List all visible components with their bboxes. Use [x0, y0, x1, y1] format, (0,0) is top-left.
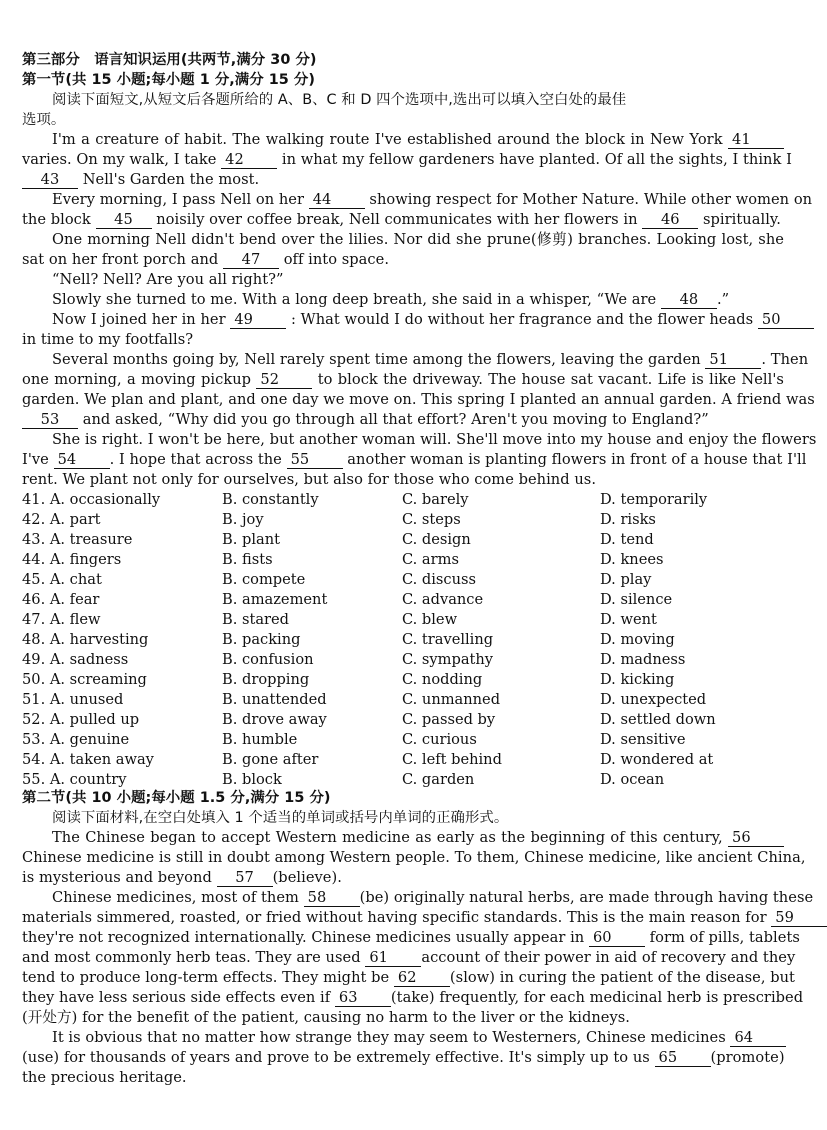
option-c[interactable]: C. arms: [402, 551, 459, 568]
blank-55[interactable]: 55: [287, 451, 343, 469]
option-a[interactable]: 50. A. screaming: [22, 671, 147, 688]
blank-59[interactable]: 59: [771, 909, 827, 927]
passage-line: One morning Nell didn't bend over the lilies. Nor did she prune(修剪) branches. Looking lost, she: [52, 231, 784, 248]
section2-heading: 第二节(共 10 小题;每小题 1.5 分,满分 15 分): [22, 790, 331, 806]
passage-line: I've 54 . I hope that across the 55 another woman is planting flowers in front of a house that I'll: [22, 451, 807, 468]
option-d[interactable]: D. wondered at: [600, 751, 714, 768]
passage-line: the precious heritage.: [22, 1069, 187, 1086]
passage-line: and most commonly herb teas. They are used 61 account of their power in aid of recovery and they: [22, 949, 796, 966]
blank-44[interactable]: 44: [309, 191, 365, 209]
option-b[interactable]: B. block: [222, 771, 282, 788]
passage-line: She is right. I won't be here, but another woman will. She'll move into my house and enjoy the flowers: [52, 431, 817, 448]
option-a[interactable]: 42. A. part: [22, 511, 101, 528]
passage-line: 43 Nell's Garden the most.: [22, 170, 784, 190]
option-d[interactable]: D. madness: [600, 651, 686, 668]
option-d[interactable]: D. play: [600, 571, 652, 588]
option-d[interactable]: D. risks: [600, 511, 656, 528]
passage-line: tend to produce long-term effects. They might be 62 (slow) in curing the patient of the disease, but: [22, 969, 795, 986]
option-c[interactable]: C. garden: [402, 771, 475, 788]
option-c[interactable]: C. sympathy: [402, 651, 494, 668]
option-b[interactable]: B. compete: [222, 571, 306, 588]
option-c[interactable]: C. unmanned: [402, 691, 501, 708]
section1-instruction-cont: 选项。: [22, 112, 66, 128]
option-b[interactable]: B. stared: [222, 611, 290, 628]
option-d[interactable]: D. sensitive: [600, 731, 686, 748]
option-d[interactable]: D. silence: [600, 591, 673, 608]
passage-line: Every morning, I pass Nell on her 44 showing respect for Mother Nature. While other women on: [52, 191, 813, 208]
option-b[interactable]: B. confusion: [222, 651, 314, 668]
option-d[interactable]: D. ocean: [600, 771, 665, 788]
passage-line: I'm a creature of habit. The walking route I've established around the block in New York 41: [52, 130, 784, 150]
option-b[interactable]: B. constantly: [222, 491, 319, 508]
option-c[interactable]: C. discuss: [402, 571, 476, 588]
passage-line: they're not recognized internationally. Chinese medicines usually appear in 60 form of pills, tablets: [22, 929, 800, 946]
passage-line: 53 and asked, “Why did you go through all that effort? Aren't you moving to England?”: [22, 410, 784, 430]
option-a[interactable]: 43. A. treasure: [22, 531, 133, 548]
passage-line: in time to my footfalls?: [22, 331, 194, 348]
option-b[interactable]: B. joy: [222, 511, 264, 528]
passage-line: It is obvious that no matter how strange they may seem to Westerners, Chinese medicines 64: [52, 1028, 784, 1048]
option-c[interactable]: C. design: [402, 531, 471, 548]
option-a[interactable]: 49. A. sadness: [22, 651, 129, 668]
option-d[interactable]: D. tend: [600, 531, 654, 548]
blank-63[interactable]: 63: [335, 989, 391, 1007]
blank-47[interactable]: 47: [223, 251, 279, 269]
blank-53[interactable]: 53: [22, 411, 78, 429]
blank-57[interactable]: 57: [217, 869, 273, 887]
option-a[interactable]: 55. A. country: [22, 771, 127, 788]
option-d[interactable]: D. settled down: [600, 711, 716, 728]
option-a[interactable]: 46. A. fear: [22, 591, 100, 608]
section1-instruction: 阅读下面短文,从短文后各题所给的 A、B、C 和 D 四个选项中,选出可以填入空白处的最佳: [52, 92, 627, 108]
option-b[interactable]: B. drove away: [222, 711, 327, 728]
section1-heading: 第一节(共 15 小题;每小题 1 分,满分 15 分): [22, 72, 315, 88]
passage-line: materials simmered, roasted, or fried without having specific standards. This is the main reason for 59: [22, 908, 784, 928]
passage-line: Several months going by, Nell rarely spent time among the flowers, leaving the garden 51 . Then: [52, 351, 809, 368]
blank-61[interactable]: 61: [365, 949, 421, 967]
option-a[interactable]: 41. A. occasionally: [22, 491, 161, 508]
blank-52[interactable]: 52: [256, 371, 312, 389]
blank-58[interactable]: 58: [304, 889, 360, 907]
option-a[interactable]: 48. A. harvesting: [22, 631, 149, 648]
passage-line: one morning, a moving pickup 52 to block the driveway. The house sat vacant. Life is like Nell's: [22, 371, 784, 388]
option-b[interactable]: B. humble: [222, 731, 298, 748]
option-c[interactable]: C. curious: [402, 731, 477, 748]
passage-line: rent. We plant not only for ourselves, but also for those who come behind us.: [22, 471, 597, 488]
option-a[interactable]: 52. A. pulled up: [22, 711, 140, 728]
option-b[interactable]: B. plant: [222, 531, 280, 548]
blank-48[interactable]: 48: [661, 291, 717, 309]
blank-50[interactable]: 50: [758, 311, 814, 329]
passage-line: sat on her front porch and 47 off into space.: [22, 251, 390, 268]
option-b[interactable]: B. amazement: [222, 591, 328, 608]
option-a[interactable]: 45. A. chat: [22, 571, 102, 588]
option-c[interactable]: C. travelling: [402, 631, 494, 648]
blank-54[interactable]: 54: [54, 451, 110, 469]
passage-line: is mysterious and beyond 57 (believe).: [22, 869, 342, 886]
passage-line: The Chinese began to accept Western medicine as early as the beginning of this century, 56: [52, 828, 784, 848]
option-b[interactable]: B. packing: [222, 631, 301, 648]
blank-64[interactable]: 64: [730, 1029, 786, 1047]
blank-51[interactable]: 51: [705, 351, 761, 369]
blank-46[interactable]: 46: [642, 211, 698, 229]
option-d[interactable]: D. kicking: [600, 671, 675, 688]
option-c[interactable]: C. nodding: [402, 671, 483, 688]
blank-49[interactable]: 49: [230, 311, 286, 329]
option-b[interactable]: B. fists: [222, 551, 273, 568]
option-a[interactable]: 54. A. taken away: [22, 751, 154, 768]
passage-line: “Nell? Nell? Are you all right?”: [52, 271, 284, 288]
part3-heading: 第三部分 语言知识运用(共两节,满分 30 分): [22, 52, 317, 68]
option-d[interactable]: D. unexpected: [600, 691, 707, 708]
option-d[interactable]: D. temporarily: [600, 491, 708, 508]
option-b[interactable]: B. gone after: [222, 751, 319, 768]
option-c[interactable]: C. advance: [402, 591, 484, 608]
blank-45[interactable]: 45: [96, 211, 152, 229]
option-c[interactable]: C. left behind: [402, 751, 502, 768]
passage-line: Chinese medicines, most of them 58 (be) originally natural herbs, are made through having these: [52, 889, 814, 906]
option-c[interactable]: C. passed by: [402, 711, 496, 728]
passage-line: (use) for thousands of years and prove to be extremely effective. It's simply up to us 65 (promote): [22, 1049, 785, 1066]
option-a[interactable]: 51. A. unused: [22, 691, 124, 708]
option-d[interactable]: D. moving: [600, 631, 675, 648]
blank-62[interactable]: 62: [394, 969, 450, 987]
passage-line: (开处方) for the benefit of the patient, causing no harm to the liver or the kidneys.: [22, 1009, 631, 1026]
option-c[interactable]: C. barely: [402, 491, 469, 508]
blank-60[interactable]: 60: [589, 929, 645, 947]
option-a[interactable]: 53. A. genuine: [22, 731, 130, 748]
blank-65[interactable]: 65: [655, 1049, 711, 1067]
option-c[interactable]: C. blew: [402, 611, 458, 628]
section2-instruction: 阅读下面材料,在空白处填入 1 个适当的单词或括号内单词的正确形式。: [52, 810, 509, 826]
passage-line: Now I joined her in her 49 : What would I do without her fragrance and the flower heads 50: [52, 310, 784, 330]
option-b[interactable]: B. unattended: [222, 691, 327, 708]
passage-line: they have less serious side effects even if 63 (take) frequently, for each medicinal herb is prescribed: [22, 989, 804, 1006]
passage-line: the block 45 noisily over coffee break, Nell communicates with her flowers in 46 spiritually.: [22, 211, 781, 228]
passage-line: Chinese medicine is still in doubt among Western people. To them, Chinese medicine, like ancient China,: [22, 849, 806, 866]
option-c[interactable]: C. steps: [402, 511, 461, 528]
passage-line: varies. On my walk, I take 42 in what my fellow gardeners have planted. Of all the sights, I think I: [22, 151, 792, 168]
blank-56[interactable]: 56: [728, 829, 784, 847]
passage-line: garden. We plan and plant, and one day we move on. This spring I planted an annual garden. A friend was: [22, 391, 815, 408]
option-d[interactable]: D. went: [600, 611, 657, 628]
blank-42[interactable]: 42: [221, 151, 277, 169]
blank-41[interactable]: 41: [728, 131, 784, 149]
blank-43[interactable]: 43: [22, 171, 78, 189]
option-b[interactable]: B. dropping: [222, 671, 310, 688]
option-a[interactable]: 44. A. fingers: [22, 551, 122, 568]
option-d[interactable]: D. knees: [600, 551, 664, 568]
option-a[interactable]: 47. A. flew: [22, 611, 101, 628]
passage-line: Slowly she turned to me. With a long deep breath, she said in a whisper, “We are 48 .”: [52, 291, 730, 308]
